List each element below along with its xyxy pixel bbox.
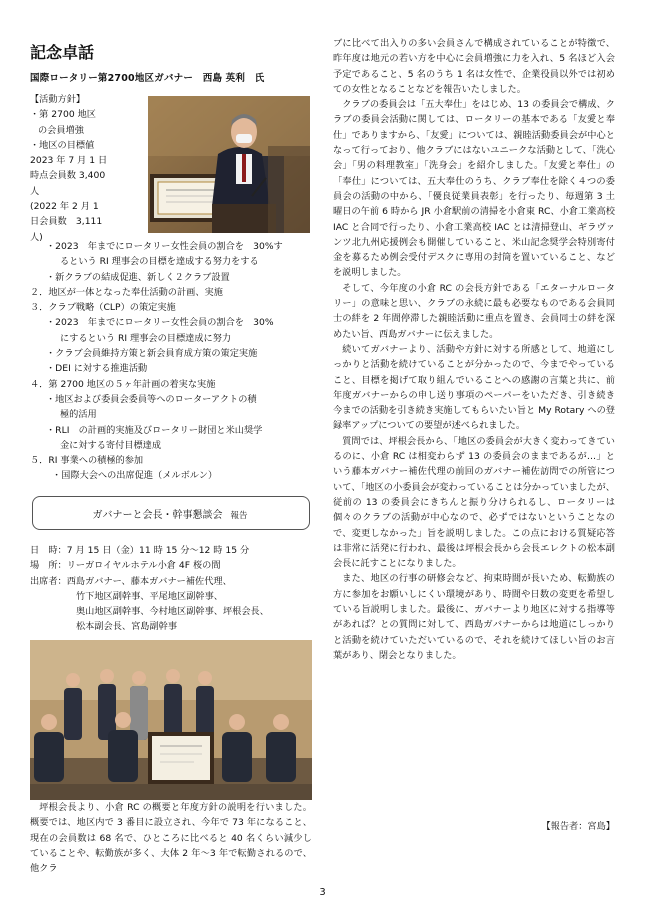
policy-item: ・地区および委員会委員等へのローターアクトの積 <box>46 393 257 405</box>
policy-item: ・RLI の計画的実施及びロータリー財団と米山奨学 <box>46 424 263 436</box>
body-paragraph: ブに比べて出入りの多い会員さんで構成されていることが特徴で、昨年度は地元の若い方を中心に会員増強に力を入れ、5 名ほど入会予定であること、5 名のうち 1 名は女性で、企業役員以外では初めての女性となることなどを報告いたしました。 <box>333 38 615 95</box>
body-paragraph: また、地区の行事の研修会など、拘束時間が長いため、転勤族の方に参加をお願いしにくい環境があり、時間や日数の変更を希望している旨説明しました。最後に、ガバナーより地区に対する指導等があれば？との質問に対して、西島ガバナーからは地道にしっかりと活動を続けていただいているので、それを続けてほしい旨のお言葉があり、閉会となりました。 <box>333 573 615 661</box>
policy-item: ・2023 年までにロータリー女性会員の割合を 30%す <box>46 241 283 252</box>
meeting-info-row: 場 所：リーガロイヤルホテル小倉 4F 桜の間 <box>30 560 221 572</box>
policy-item: ２．地区が一体となった奉仕活動の計画、実施 <box>30 286 223 298</box>
left-column-body <box>30 800 312 876</box>
meeting-info-row: 出席者：西島ガバナー、藤本ガバナー補佐代理、 <box>30 575 232 587</box>
governor-speech-photo <box>148 96 310 233</box>
policy-item: ・2023 年までにロータリー女性会員の割合を 30% <box>46 317 274 329</box>
meeting-title-text: ガバナーと会長・幹事懇談会 <box>92 510 223 521</box>
meeting-info-row: 日 時：7 月 15 日（金）11 時 15 分～12 時 15 分 <box>30 545 250 556</box>
activity-policy-top <box>30 92 140 245</box>
policy-item: ・国際大会への出席促進（メルボルン） <box>52 470 218 482</box>
page-heading: 記念卓話 <box>30 43 95 62</box>
activity-policy-list <box>30 239 312 484</box>
meeting-report-tag: 報告 <box>230 511 248 521</box>
meeting-info-row: 松本副会長、宮島副幹事 <box>76 621 178 633</box>
policy-line: (2022 年 2 月 1 <box>30 201 99 213</box>
body-paragraph: 坪根会長より、小倉 RC の概要と年度方針の説明を行いました。概要では、地区内で 3 番目に設立され、今年で 73 年になること、現在の会員数は 68 名で、ひところに比べると 40 名くらい減少していることや、転勤族が多く、大体 2 年～3 年で転勤されるので、他クラ <box>30 802 312 875</box>
policy-line: ・地区の目標値 <box>30 139 95 151</box>
policy-item: るという RI 理事会の目標を達成する努力をする <box>60 256 259 268</box>
meeting-info <box>30 543 312 635</box>
policy-line: 時点会員数 3,400 <box>30 170 106 182</box>
speaker-byline: 国際ロータリー第2700地区ガバナー 西島 英利 氏 <box>30 73 265 84</box>
body-paragraph: 質問では、坪根会長から、「地区の委員会が大きく変わってきているのに、小倉 RC は相変わらず 13 の委員会のままであるが…」という藤本ガバナー補佐代理の前回のガバナー補佐訪問での所管について、「地区の小委員会が変わっていることは分かっていましたが、従前の 13 の委員会にきちんと振り分けられるし、ロータリーは個々のクラブの活動が中心なので、必ずではないということなので、変更しなかった」旨を説明しました。この点における質疑応答は非常に活発に行われ、最後は坪根会長から会長エレクトの松本副会長に託すことになりました。 <box>333 435 615 570</box>
body-paragraph: そして、今年度の小倉 RC の会長方針である「エターナルロータリー」の意味と思い、クラブの永続に最も必要なものである会員同士の絆を 2 年間停滞した親睦活動に重点を置き、会員同士の絆を深めたい旨、西島ガバナーに伝えました。 <box>333 282 615 340</box>
page-number: 3 <box>319 887 326 898</box>
body-paragraph: 続いてガバナーより、活動や方針に対する所感として、地道にしっかりと活動を続けていることが分かったので、今までやっていること、目標を掲げて取り組んでいることへの感謝の言葉と共に、前年度ガバナーからの申し送り事項のペーパーをいただき、引き続き今までの活動を引き続き実施してもらいたい旨と My Rotary への登録率アップについての要望が述べられました。 <box>333 343 615 432</box>
meeting-info-row: 竹下地区副幹事、平尾地区副幹事、 <box>76 590 223 602</box>
meeting-title <box>32 506 308 521</box>
policy-item: にするという RI 理事会の目標達成に努力 <box>60 332 232 344</box>
policy-line: ・第 2700 地区 <box>30 109 96 121</box>
policy-line: の会員増強 <box>38 124 84 136</box>
policy-line: 日会員数 3,111 <box>30 216 103 228</box>
policy-item: ・クラブ会員維持方策と新会員育成方策の策定実施 <box>46 348 258 360</box>
policy-item: ・新クラブの結成促進、新しく２クラブ設置 <box>46 271 230 283</box>
policy-item: 極的活用 <box>60 409 97 421</box>
policy-item: ５．RI 事業への積極的参加 <box>30 455 144 467</box>
policy-title: 【活動方針】 <box>30 94 86 105</box>
policy-item: 金に対する寄付目標達成 <box>60 439 162 451</box>
policy-line: 人) <box>30 231 43 243</box>
reporter-credit: 【報告者：宮島】 <box>541 821 615 832</box>
right-column-body <box>333 36 615 663</box>
policy-line: 2023 年 7 月 1 日 <box>30 155 108 167</box>
policy-item: ３．クラブ戦略（CLP）の策定実施 <box>30 302 176 314</box>
body-paragraph: クラブの委員会は「五大奉仕」をはじめ、13 の委員会で構成、クラブの委員会活動に関しては、ロータリーの基本である「友愛と奉仕」でありますから、「友愛」については、親睦活動委員会が中心となって行っており、他クラブにはないユニークな活動として、「洗心会」「男の料理教室」「洗身会」を紹介しました。「友愛と奉仕」の「奉仕」については、五大奉仕のうち、クラブ奉仕を除く４つの委員会の活動の中から、「優良従業員表彰」を行ったり、毎週第 3 土曜日の午前 6 時から JR 小倉駅前の清掃を小倉東 RC、小倉工業高校 IAC と合同で行ったり、小倉工業高校 IAC とは清掃登山、ギラヴァンツ北九州応援例会も開催していること、米山記念奨学会特別寄付金を募るため例会受付デスクに専用の封筒を置いていること、などを説明しました。 <box>333 99 615 279</box>
policy-line: 人 <box>30 185 40 197</box>
policy-item: ４．第 2700 地区の５ヶ年計画の着実な実施 <box>30 378 216 390</box>
group-photo <box>30 640 312 800</box>
meeting-info-row: 奥山地区副幹事、今村地区副幹事、坪根会長、 <box>76 606 269 618</box>
policy-item: ・DEI に対する推進活動 <box>46 363 148 375</box>
